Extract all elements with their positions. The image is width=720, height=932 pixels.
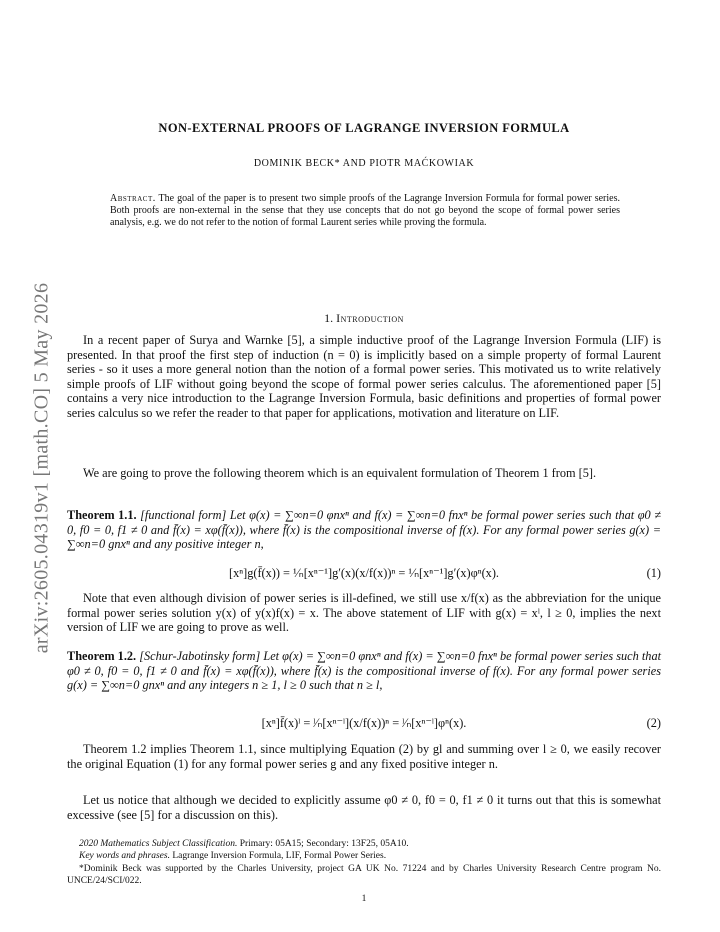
equation-2	[67, 716, 661, 732]
equation-2-expression: [xⁿ]f̄(x)ˡ = ˡ⁄ₙ[xⁿ⁻ˡ](x/f(x))ⁿ = ˡ⁄ₙ[xⁿ⁻ˡ]φⁿ(x).	[261, 716, 467, 730]
paragraph-equivalent: We are going to prove the following theorem which is an equivalent formulation of Theorem 1 from [5].	[83, 466, 597, 480]
paper-title: NON-EXTERNAL PROOFS OF LAGRANGE INVERSION FORMULA	[158, 121, 570, 135]
equation-1-expression: [xⁿ]g(f̄(x)) = ¹⁄ₙ[xⁿ⁻¹]g′(x)(x/f(x))ⁿ = ¹⁄ₙ[xⁿ⁻¹]g′(x)φⁿ(x).	[228, 566, 499, 580]
footnote-msc	[67, 838, 661, 850]
footnote-keywords-text: Lagrange Inversion Formula, LIF, Formal Power Series.	[169, 851, 387, 862]
abstract-text: The goal of the paper is to present two simple proofs of the Lagrange Inversion Formula for formal power series. Both proofs are non-external in the sense that they use concepts that do not go beyond the scope of formal power series analysis, e.g. we do not refer to the notion of formal Laurent series while proving the formula.	[110, 193, 620, 229]
abstract	[110, 193, 620, 230]
theorem-1-1-body: [functional form] Let φ(x) = ∑∞n=0 φnxⁿ and f(x) = ∑∞n=0 fnxⁿ be formal power series such that φ0 ≠ 0, f0 = 0, f1 ≠ 0 and f̄(x) = xφ(f̄(x)), where f̄(x) is the compositional inverse of f(x). For any formal power series g(x) = ∑∞n=0 gnxⁿ and any positive integer n,	[67, 508, 662, 552]
theorem-1-2-label: Theorem 1.2.	[67, 649, 137, 663]
theorem-1-1	[67, 508, 661, 552]
footnote-keywords-label: Key words and phrases.	[79, 851, 170, 862]
equation-2-number: (2)	[646, 716, 661, 730]
footnote-support: *Dominik Beck was supported by the Charles University, project GA UK No. 71224 and by Charles University Research Centre program No. UNCE/24/SCI/022.	[67, 863, 661, 886]
theorem-1-2-body: [Schur-Jabotinsky form] Let φ(x) = ∑∞n=0 φnxⁿ and f(x) = ∑∞n=0 fnxⁿ be formal power series such that φ0 ≠ 0, f0 = 0, f1 ≠ 0 and f̄(x) = xφ(f̄(x)), where f̄(x) is the compositional inverse of f(x). For any formal power series g(x) = ∑∞n=0 gnxⁿ and any integers n ≥ 1, l ≥ 0 such that n ≥ l,	[67, 649, 662, 693]
equation-1-number: (1)	[646, 566, 661, 580]
arxiv-sidebar	[22, 248, 62, 688]
footnote-msc-label: 2020 Mathematics Subject Classification.	[79, 839, 238, 849]
footnote-keywords	[67, 850, 661, 862]
paragraph-intro: In a recent paper of Surya and Warnke [5], a simple inductive proof of the Lagrange Inversion Formula (LIF) is presented. In that proof the first step of induction (n = 0) is implicitly based on a simple property of formal Laurent series - so it uses a more general notion than the notion of a formal power series. This motivated us to write relatively simple proofs of LIF without going beyond the scope of formal power series calculus. The aforementioned paper [5] contains a very nice introduction to the Lagrange Inversion Formula, basic definitions and properties of formal power series calculus so we refer the reader to that paper for applications, motivation and literature on LIF.	[67, 333, 661, 420]
abstract-label: Abstract.	[110, 193, 156, 204]
paper-authors: DOMINIK BECK* AND PIOTR MAĆKOWIAK	[253, 158, 475, 169]
paragraph-note: Note that even although division of power series is ill-defined, we still use x/f(x) as the abbreviation for the unique formal power series solution y(x) of y(x)f(x) = x. The above statement of LIF with g(x) = xˡ, l ≥ 0, implies the next version of LIF we are going to prove as well.	[67, 591, 661, 635]
paragraph-implication: Theorem 1.2 implies Theorem 1.1, since multiplying Equation (2) by gl and summing over l ≥ 0, we easily recover the original Equation (1) for any formal power series g and any fixed positive integer n.	[67, 742, 661, 771]
footnotes	[67, 838, 661, 887]
page-number: 1	[361, 894, 367, 904]
arxiv-identifier: arXiv:2605.04319v1 [math.CO] 5 May 2026	[30, 282, 53, 654]
section-heading	[67, 311, 661, 326]
theorem-1-2	[67, 649, 661, 693]
paragraph-remark: Let us notice that although we decided to explicitly assume φ0 ≠ 0, f0 = 0, f1 ≠ 0 it turns out that this is somewhat excessive (see [5] for a discussion on this).	[67, 793, 661, 822]
equation-1	[67, 566, 661, 582]
theorem-1-1-label: Theorem 1.1.	[67, 508, 137, 522]
section-title: Introduction	[336, 311, 404, 325]
section-number: 1.	[324, 311, 334, 325]
footnote-msc-text: Primary: 05A15; Secondary: 13F25, 05A10.	[237, 839, 409, 849]
